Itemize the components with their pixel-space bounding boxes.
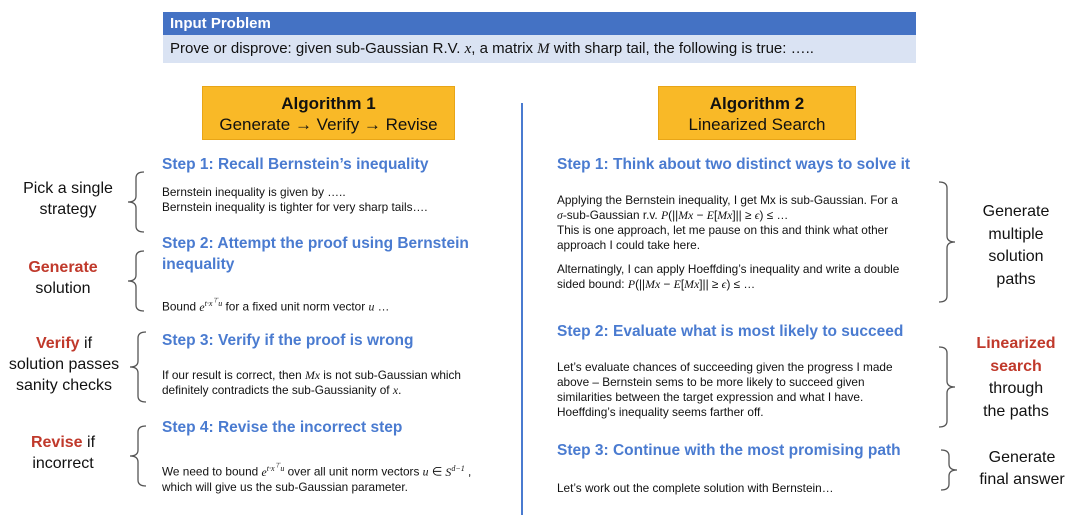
label-final-answer: Generate final answer — [979, 449, 1065, 488]
algorithm1-title: Algorithm 1 — [281, 94, 376, 113]
algorithm1-header — [202, 86, 455, 140]
alg1-step3-body: If our result is correct, then Mx is not sub-Gaussian which definitely contradicts the sub-Gaussianity of x. — [162, 368, 461, 397]
algorithm2-subtitle: Linearized Search — [688, 115, 826, 134]
algorithm2-header — [658, 86, 856, 140]
alg1-step4-body: We need to bound $e^{t\cdot x^⊤u}$ over all unit norm vectors u ∈ $S^{d-1}$ , which will give us the sub-Gaussian parameter. — [162, 462, 472, 494]
label-generate-multiple: Generate multiple solution paths — [982, 203, 1050, 288]
algorithm2-title: Algorithm 2 — [709, 94, 805, 113]
alg1-step1-title: Step 1: Recall Bernstein’s inequality — [162, 156, 429, 173]
brace-step1 — [124, 170, 148, 234]
alg1-step1-body: Bernstein inequality is given by ….. Bernstein inequality is tighter for very sharp tails…. — [162, 185, 428, 214]
alg2-step1-title: Step 1: Think about two distinct ways to solve it — [557, 156, 911, 173]
alg1-step2-body: Bound $e^{t\cdot x^⊤u}$ for a fixed unit norm vector u … — [162, 297, 390, 314]
input-problem-header: Input Problem — [163, 12, 916, 35]
alg1-step3-title: Step 3: Verify if the proof is wrong — [162, 332, 414, 349]
brace-step3 — [126, 330, 150, 404]
label-generate-solution: Generate solution — [28, 259, 98, 297]
alg1-step2-title: Step 2: Attempt the proof using Bernstein inequality — [162, 235, 469, 273]
brace-alg2-step3 — [937, 448, 961, 492]
label-pick-strategy: Pick a single strategy — [23, 180, 113, 218]
input-problem-text: Prove or disprove: given sub-Gaussian R.V. x, a matrix M with sharp tail, the following is true: ….. — [163, 35, 916, 63]
brace-alg2-step2 — [935, 345, 959, 429]
label-linearized-search: Linearized search through the paths — [976, 335, 1056, 420]
brace-step4 — [126, 424, 150, 488]
alg2-step2-body: Let’s evaluate chances of succeeding given the progress I made above – Bernstein sems to be more likely to succeed given similarities between the target expression and what I have. Hoeffding’s inequality seems farther off. — [557, 360, 893, 419]
alg2-step3-body: Let’s work out the complete solution with Bernstein… — [557, 481, 834, 495]
label-verify: Verify if solution passes sanity checks — [8, 335, 120, 394]
column-divider — [521, 103, 523, 515]
brace-step2 — [124, 249, 148, 313]
algorithm1-subtitle: Generate → Verify → Revise — [219, 115, 438, 134]
alg2-step1-body: Applying the Bernstein inequality, I get Mx is sub-Gaussian. For a σ-sub-Gaussian r.v. P(||Mx − E[Mx]|| ≥ ϵ) ≤ … This is one approach, let me pause on this and think what other approach I could take here. Alternatingly, I can apply Hoeffding’s inequality and write a double sided bound: P(||Mx − E[Mx]|| ≥ ϵ) ≤ … — [557, 193, 900, 291]
alg2-step3-title: Step 3: Continue with the most promising path — [557, 442, 901, 459]
alg2-step2-title: Step 2: Evaluate what is most likely to succeed — [557, 323, 904, 340]
brace-alg2-step1 — [935, 180, 959, 304]
alg1-step4-title: Step 4: Revise the incorrect step — [162, 419, 403, 436]
label-revise: Revise if incorrect — [30, 434, 96, 472]
